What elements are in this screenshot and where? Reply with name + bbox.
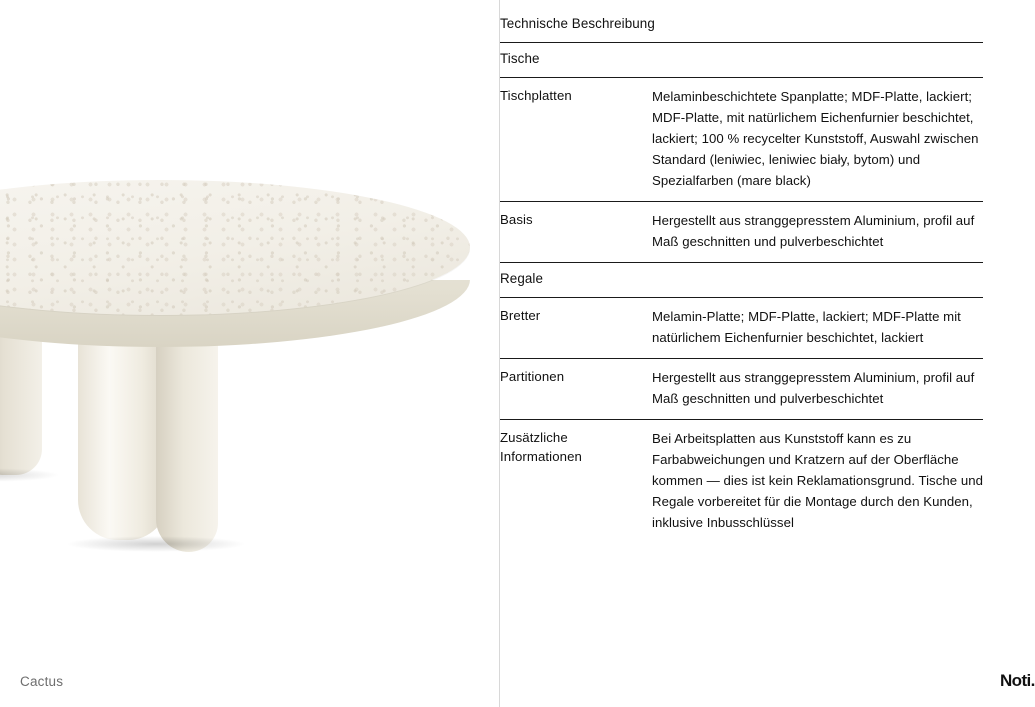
spec-row-label: Basis [500, 212, 533, 227]
page-title: Technische Beschreibung [500, 16, 655, 31]
brand-logo [1000, 671, 1035, 691]
section-heading-label: Tische [500, 51, 540, 66]
specification-pane [500, 0, 1035, 707]
spec-row-value: Hergestellt aus stranggepresstem Aluminium, profil auf Maß geschnitten und pulverbeschichtet [652, 213, 975, 249]
leg-shadow-left [0, 468, 60, 482]
spec-row-value: Bei Arbeitsplatten aus Kunststoff kann es zu Farbabweichungen und Kratzern auf der Oberfläche kommen — dies ist kein Reklamationsgrund. Tische und Regale vorbereitet für die Montage durch den Kunden, inklusive Inbusschlüssel [652, 431, 983, 530]
product-caption: Cactus [20, 674, 64, 689]
spec-row-tischplatten [500, 78, 983, 201]
spec-row-zusaetzliche-informationen [500, 420, 983, 543]
spec-row-label: Partitionen [500, 369, 565, 384]
spec-title-row [500, 8, 983, 42]
leg-shadow-right [66, 536, 246, 552]
brand-name: Noti [1000, 671, 1031, 690]
product-photo-pane [0, 0, 500, 707]
spec-row-basis [500, 202, 983, 262]
brand-dot: . [1030, 671, 1035, 690]
spec-row-value: Melamin-Platte; MDF-Platte, lackiert; MDF-Platte mit natürlichem Eichenfurnier beschichtet, lackiert [652, 309, 961, 345]
product-photo [0, 150, 500, 590]
spec-row-label: Tischplatten [500, 88, 572, 103]
spec-row-label: Bretter [500, 308, 541, 323]
spec-row-value: Melaminbeschichtete Spanplatte; MDF-Platte, lackiert; MDF-Platte, mit natürlichem Eichenfurnier beschichtet, lackiert; 100 % recycelter Kunststoff, Auswahl zwischen Standard (leniwiec, leniwiec biały, bytom) und Spezialfarben (mare black) [652, 89, 979, 188]
spec-row-label: Zusätzliche Informationen [500, 430, 582, 464]
spec-row-value: Hergestellt aus stranggepresstem Aluminium, profil auf Maß geschnitten und pulverbeschichtet [652, 370, 975, 406]
spec-row-bretter [500, 298, 983, 358]
spec-row-partitionen [500, 359, 983, 419]
section-heading-regale [500, 263, 983, 297]
specification-table [500, 8, 983, 543]
section-heading-tische [500, 43, 983, 77]
section-heading-label: Regale [500, 271, 544, 286]
